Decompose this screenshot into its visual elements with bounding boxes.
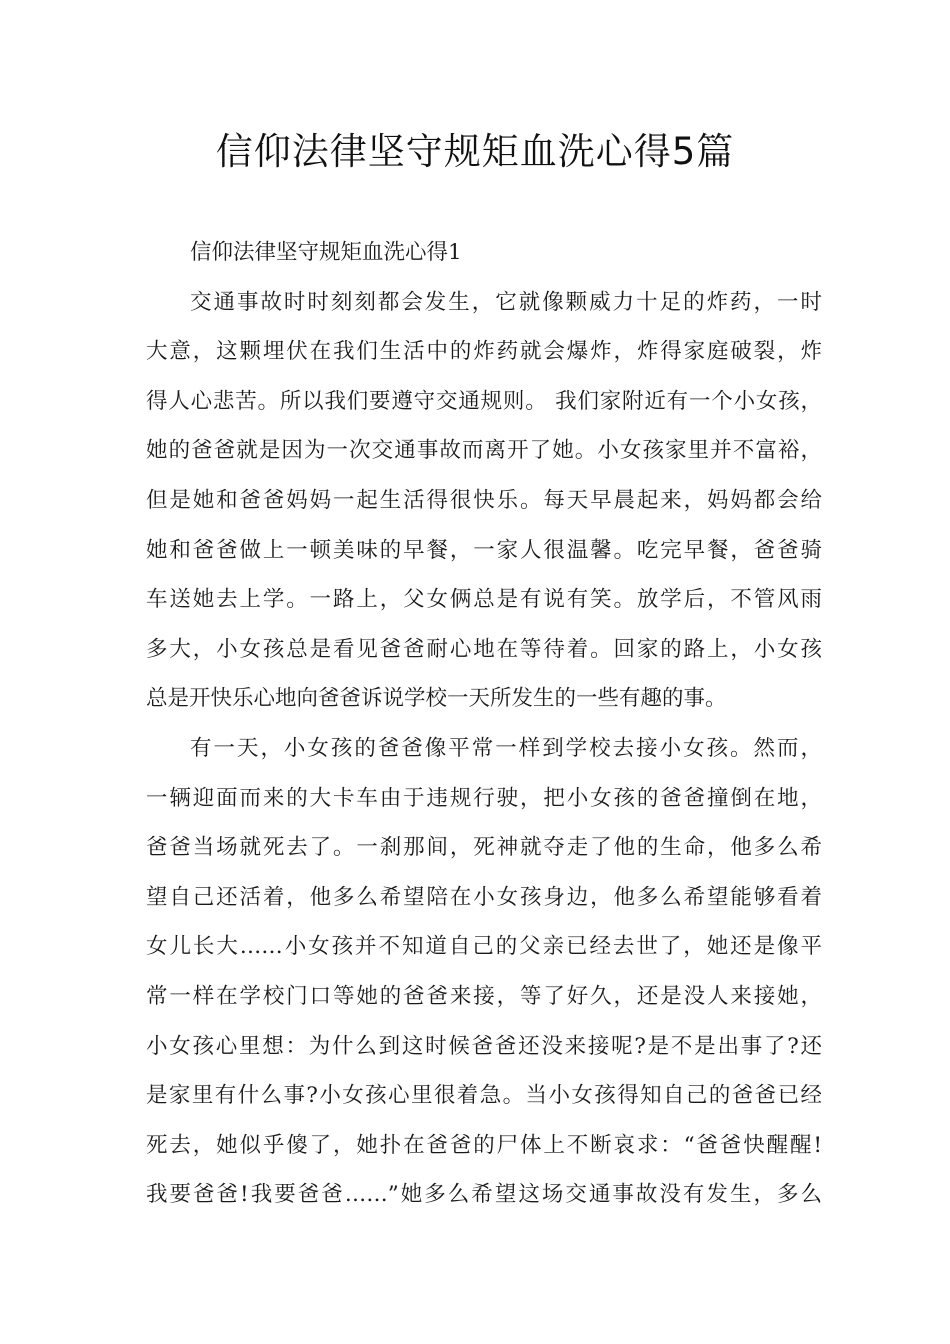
text-line: 小女孩心里想：为什么到这时候爸爸还没来接呢?是不是出事了?还 [146, 1033, 822, 1059]
text-line: 大意，这颗埋伏在我们生活中的炸药就会爆炸，炸得家庭破裂，炸 [146, 339, 822, 365]
text-line: 一辆迎面而来的大卡车由于违规行驶，把小女孩的爸爸撞倒在地， [146, 785, 822, 811]
text-line: 总是开快乐心地向爸爸诉说学校一天所发生的一些有趣的事。 [146, 686, 727, 712]
text-line: 女儿长大……小女孩并不知道自己的父亲已经去世了，她还是像平 [146, 934, 822, 960]
text-line: 车送她去上学。一路上，父女俩总是有说有笑。放学后，不管风雨 [146, 587, 822, 613]
text-line: 有一天，小女孩的爸爸像平常一样到学校去接小女孩。然而， [190, 735, 822, 761]
text-line: 但是她和爸爸妈妈一起生活得很快乐。每天早晨起来，妈妈都会给 [146, 487, 822, 513]
text-line: 爸爸当场就死去了。一刹那间，死神就夺走了他的生命，他多么希 [146, 835, 822, 861]
text-line: 多大，小女孩总是看见爸爸耐心地在等待着。回家的路上，小女孩 [146, 636, 822, 662]
text-line: 望自己还活着，他多么希望陪在小女孩身边，他多么希望能够看着 [146, 884, 822, 910]
text-line: 她和爸爸做上一顿美味的早餐，一家人很温馨。吃完早餐，爸爸骑 [146, 537, 822, 563]
document-body [146, 228, 822, 1220]
text-line: 我要爸爸!我要爸爸……”她多么希望这场交通事故没有发生，多么 [146, 1182, 822, 1208]
document-title: 信仰法律坚守规矩血洗心得5篇 [215, 130, 735, 173]
text-line: 是家里有什么事?小女孩心里很着急。当小女孩得知自己的爸爸已经 [146, 1083, 822, 1109]
text-line: 交通事故时时刻刻都会发生，它就像颗威力十足的炸药，一时 [190, 289, 822, 315]
text-line: 常一样在学校门口等她的爸爸来接，等了好久，还是没人来接她， [146, 983, 822, 1009]
text-line: 信仰法律坚守规矩血洗心得1 [190, 240, 462, 265]
text-line: 得人心悲苦。所以我们要遵守交通规则。 我们家附近有一个小女孩， [146, 388, 822, 414]
text-line: 她的爸爸就是因为一次交通事故而离开了她。小女孩家里并不富裕， [146, 438, 822, 464]
text-line: 死去，她似乎傻了，她扑在爸爸的尸体上不断哀求：“爸爸快醒醒! [146, 1132, 822, 1158]
